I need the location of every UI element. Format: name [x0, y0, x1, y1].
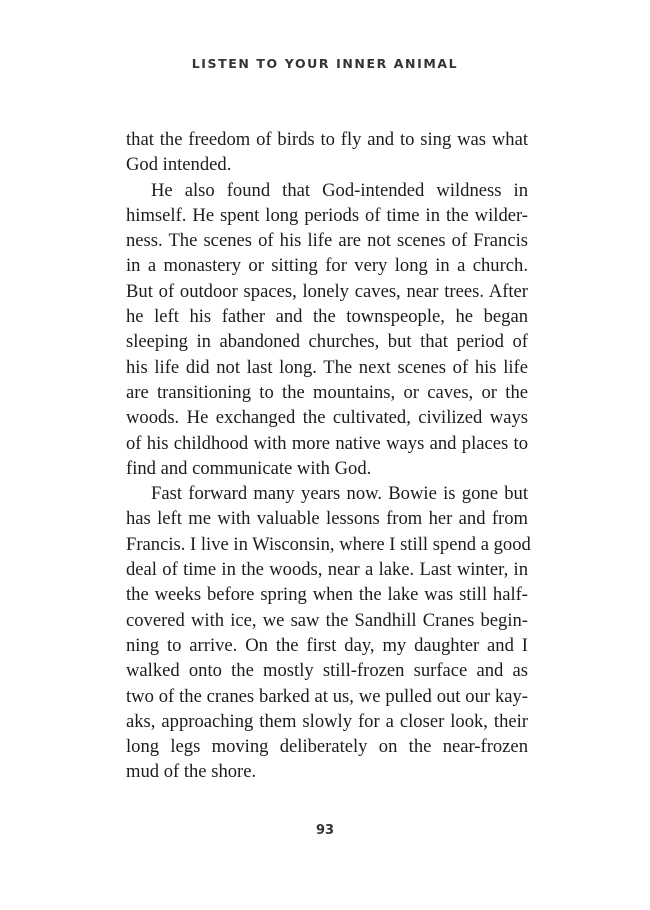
text-line: Francis. I live in Wisconsin, where I still spend a good — [126, 533, 531, 555]
text-line: in a monastery or sitting for very long in a church. — [126, 255, 528, 277]
text-line: find and communicate with God. — [126, 457, 372, 479]
paragraph — [126, 481, 531, 785]
text-line: ning to arrive. On the first day, my daughter and I — [126, 634, 528, 656]
body-text — [126, 127, 531, 785]
text-line: ness. The scenes of his life are not scenes of Francis — [126, 230, 528, 252]
text-line: covered with ice, we saw the Sandhill Cranes begin- — [126, 609, 528, 631]
text-line: He also found that God-intended wildness in — [151, 179, 528, 201]
text-line: deal of time in the woods, near a lake. Last winter, in — [126, 559, 528, 581]
text-line: mud of the shore. — [126, 761, 257, 783]
text-line: walked onto the mostly still-frozen surface and as — [126, 660, 528, 682]
text-line: himself. He spent long periods of time in the wilder- — [126, 204, 528, 226]
paragraph — [126, 178, 528, 482]
text-line: long legs moving deliberately on the near-frozen — [126, 736, 528, 758]
paragraph — [126, 127, 528, 178]
text-line: are transitioning to the mountains, or caves, or the — [126, 381, 528, 403]
text-line: God intended. — [126, 154, 232, 176]
page-number: 93 — [315, 823, 335, 838]
text-line: he left his father and the townspeople, he began — [126, 306, 528, 328]
text-line: But of outdoor spaces, lonely caves, near trees. After — [126, 280, 528, 302]
text-line: of his childhood with more native ways and places to — [126, 432, 528, 454]
text-line: sleeping in abandoned churches, but that period of — [126, 331, 528, 353]
text-line: his life did not last long. The next scenes of his life — [126, 356, 528, 378]
text-line: Fast forward many years now. Bowie is gone but — [151, 483, 528, 505]
text-line: the weeks before spring when the lake was still half- — [126, 584, 528, 606]
text-line: aks, approaching them slowly for a closer look, their — [126, 710, 528, 732]
text-line: that the freedom of birds to fly and to sing was what — [126, 129, 528, 150]
text-line: woods. He exchanged the cultivated, civilized ways — [126, 407, 528, 429]
running-head: LISTEN TO YOUR INNER ANIMAL — [191, 56, 459, 71]
text-line: two of the cranes barked at us, we pulled out our kay- — [126, 685, 528, 707]
text-line: has left me with valuable lessons from her and from — [126, 508, 528, 530]
